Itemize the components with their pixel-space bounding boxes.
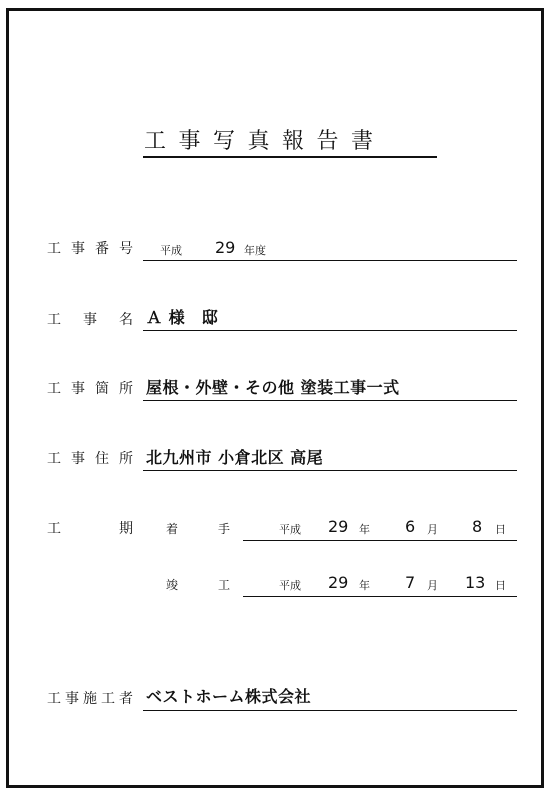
label-construction-period: 工 期 <box>47 521 133 537</box>
start-month-unit: 月 <box>427 523 438 536</box>
end-day: 13 <box>465 573 486 592</box>
label-construction-name: 工 事 名 <box>47 312 133 328</box>
end-month: 7 <box>405 573 416 592</box>
address-underline <box>143 470 517 471</box>
label-contractor: 工 事 施 工 者 <box>47 691 133 707</box>
number-underline <box>143 260 517 261</box>
number-year: 29 <box>215 238 236 257</box>
construction-name-value: Ａ 様 邸 <box>146 308 219 327</box>
period-start-label-1: 着 <box>166 522 179 536</box>
number-era: 平成 <box>160 244 182 257</box>
period-end-label-2: 工 <box>218 578 231 592</box>
end-day-unit: 日 <box>495 579 506 592</box>
location-underline <box>143 400 517 401</box>
start-year: 29 <box>328 517 349 536</box>
title-underline <box>143 156 437 158</box>
period-end-label-1: 竣 <box>166 578 179 592</box>
name-underline <box>143 330 517 331</box>
end-year-unit: 年 <box>359 579 370 592</box>
start-underline <box>243 540 517 541</box>
contractor-value: ベストホーム株式会社 <box>146 687 312 706</box>
label-construction-location: 工 事 箇 所 <box>47 381 133 397</box>
label-construction-number: 工 事 番 号 <box>47 241 133 257</box>
period-start-label-2: 手 <box>218 522 231 536</box>
end-year: 29 <box>328 573 349 592</box>
start-day-unit: 日 <box>495 523 506 536</box>
end-underline <box>243 596 517 597</box>
document-title: 工事写真報告書 <box>144 129 386 154</box>
construction-location-value: 屋根・外壁・その他 塗装工事一式 <box>146 378 400 397</box>
document-border <box>6 8 544 788</box>
number-suffix: 年度 <box>244 244 266 257</box>
start-era: 平成 <box>279 523 301 536</box>
construction-address-value: 北九州市 小倉北区 高尾 <box>146 448 324 467</box>
start-year-unit: 年 <box>359 523 370 536</box>
start-month: 6 <box>405 517 416 536</box>
start-day: 8 <box>472 517 483 536</box>
end-month-unit: 月 <box>427 579 438 592</box>
end-era: 平成 <box>279 579 301 592</box>
contractor-underline <box>143 710 517 711</box>
label-construction-address: 工 事 住 所 <box>47 451 133 467</box>
